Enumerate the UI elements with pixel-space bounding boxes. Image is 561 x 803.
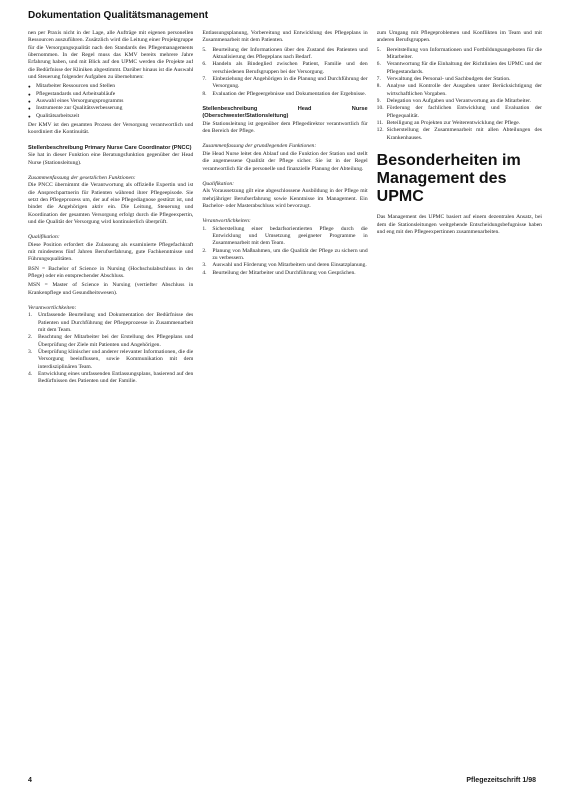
list-item: 1. Sicherstellung einer bedarfsorientierten Pflege durch die Entwicklung und Umsetzung geeigneter Programme in Zusammenarbeit mit dem Team. xyxy=(202,225,368,247)
list-item: ● Mitarbeiter Ressourcen und Stellen xyxy=(36,83,193,90)
section-heading: Besonderheiten im Management des UPMC xyxy=(376,152,521,206)
list-item: 3. Auswahl und Förderung von Mitarbeitern und deren Einsatzplanung. xyxy=(202,262,367,269)
paragraph: Als Voraussetzung gilt eine abgeschlossene Ausbildung in der Pflege mit mehrjähriger Berufserfahrung sowie Kenntnisse im Management. Ein Bachelor- oder Masterabschluss wird bevorzugt. xyxy=(202,188,368,209)
paragraph: zum Umgang mit Pflegeproblemen und Konflikten im Team und mit anderen Berufsgruppen. xyxy=(376,30,542,44)
list-item: ● Auswahl eines Versorgungsprogramms xyxy=(36,98,193,105)
subheading: Stellenbeschreibung Head Nurse (Oberschwester/Stationsleitung) xyxy=(202,106,368,120)
list-item: 12. Sicherstellung der Zusammenarbeit mit allen Abteilungen des Krankenhauses. xyxy=(376,127,542,141)
list-item: ● Pflegestandards und Arbeitsabläufe xyxy=(36,91,193,98)
journal-name: Pflegezeitschrift 1/98 xyxy=(466,777,536,784)
italic-heading: Qualifikation: xyxy=(28,234,60,241)
paragraph: Entlassungsplanung, Vorbereitung und Entwicklung des Pflegeplans in Zusammenarbeit mit dem Patienten. xyxy=(202,30,368,44)
list-item: ● Instrumente zur Qualitätsverbesserung xyxy=(36,105,193,112)
list-item: 5. Bereitstellung von Informationen und Fortbildungsangeboten für die Mitarbeiter. xyxy=(376,46,542,61)
numbered-list xyxy=(202,47,367,98)
list-item: 1. Umfassende Beurteilung und Dokumentation der Bedürfnisse des Patienten und Durchführung der Pflegeprozesse in Zusammenarbeit mit dem Team. xyxy=(28,312,194,334)
numbered-list xyxy=(377,47,542,142)
subheading: Stellenbeschreibung Primary Nurse Care Coordinator (PNCC) xyxy=(28,144,192,151)
column-3 xyxy=(377,30,542,765)
list-item: 4. Beurteilung der Mitarbeiter und Durchführung von Gesprächen. xyxy=(202,269,356,276)
list-item: 5. Beurteilung der Informationen über den Zustand des Patienten und Aktualisierung des Pflegeplans nach Bedarf. xyxy=(202,46,368,61)
list-item: ● Qualitätsarbeitszeit xyxy=(36,113,193,120)
list-item: 7. Verwaltung des Personal- und Sachbudgets der Station. xyxy=(376,76,511,83)
list-item: 2. Beachtung der Mitarbeiter bei der Erstellung des Pflegeplans und Überprüfung der Ziele mit Patienten und Angehörigen. xyxy=(28,334,194,348)
paragraph: Der KMV ist den gesamten Prozess der Versorgung verantwortlich und koordiniert die Kontinuität. xyxy=(28,122,194,136)
paragraph: Sie hat in dieser Funktion eine Beratungsfunktion gegenüber der Head Nurse (Stationsleitung). xyxy=(28,152,194,166)
list-item: 4. Entwicklung eines umfassenden Entlassungsplans, basierend auf den Bedürfnissen des Patienten und der Familie. xyxy=(28,371,194,385)
italic-heading: Qualifikation: xyxy=(202,180,235,187)
column-1 xyxy=(28,30,193,765)
list-item: 6. Handeln als Bindeglied zwischen Patient, Familie und den verschiedenen Berufsgruppen bei der Versorgung. xyxy=(202,61,368,75)
column-2 xyxy=(202,30,367,765)
list-item: 11. Beteiligung an Projekten zur Weiterentwicklung der Pflege. xyxy=(376,120,521,127)
header-title: Dokumentation Qualitätsmanagement xyxy=(28,10,209,21)
list-item: 7. Einbeziehung der Angehörigen in die Planung und Durchführung der Versorgung. xyxy=(202,76,368,90)
list-item: 8. Analyse und Kontrolle der Ausgaben unter Berücksichtigung der wirtschaftlichen Vorgaben. xyxy=(376,83,542,97)
page-header xyxy=(28,10,538,21)
numbered-list xyxy=(202,226,367,277)
list-item: 6. Verantwortung für die Einhaltung der Richtlinien des UPMC und der Pflegestandards. xyxy=(376,61,542,75)
paragraph: Diese Position erfordert die Zulassung als examinierte Pflegefachkraft mit mindestens fünf Jahren Berufserfahrung, gute Fachkenntnisse und Führungsqualitäten. xyxy=(28,241,194,263)
list-item: 10. Förderung der fachlichen Entwicklung und Evaluation der Pflegequalität. xyxy=(376,105,542,119)
italic-heading: Zusammenfassung der grundlegenden Funktionen: xyxy=(202,143,317,150)
page-number: 4 xyxy=(28,777,32,784)
list-item: 3. Überprüfung klinischer und anderer relevanter Informationen, die die Versorgung beeinflussen, sowie Kommunikation mit dem interdisziplinären Team. xyxy=(28,349,194,370)
list-item: 8. Evaluation der Pflegeergebnisse und Dokumentation der Ergebnisse. xyxy=(202,90,367,97)
bullet-list xyxy=(28,83,193,120)
page-footer xyxy=(28,777,542,791)
paragraph: Die Head Nurse leitet den Ablauf und die Funktion der Station und stellt die angemessene Qualität der Pflege sicher. Sie ist in der Regel verantwortlich für die personelle und finanzielle Planung der Abteilung. xyxy=(202,150,368,172)
article-columns xyxy=(28,30,542,765)
paragraph: Das Management des UPMC basiert auf einem dezentralen Ansatz, bei dem die Stationsleitungen weitgehende Entscheidungsbefugnisse haben und eng mit den Pflegeexpertinnen zusammenarbeiten. xyxy=(376,214,542,235)
paragraph: Die Stationsleitung ist gegenüber dem Pflegedirektor verantwortlich für den Bereich der Pflege. xyxy=(202,120,368,135)
italic-heading: Verantwortlichkeiten: xyxy=(28,305,77,311)
italic-heading: Verantwortlichkeiten: xyxy=(202,218,251,225)
paragraph: Die PNCC übernimmt die Verantwortung als offizielle Expertin und ist die Ansprechpartnerin für Patienten während ihrer Pflegeepisode. Sie setzt den Pflegeprozess um, der auf eine Pflegediagnose gestützt ist, und bindet die Angehörigen aktiv ein. Die Leitung, Steuerung und Koordination der gesamten Versorgung erfolgt durch die Pflegeexpertin, und die Qualität der Versorgung wird kontinuierlich überprüft. xyxy=(28,182,194,225)
paragraph: nen per Praxis nicht in der Lage, alle Aufträge mit eigenen personellen Ressourcen auszuführen. Zusätzlich wird die Leitung einer Projektgruppe für die Versorgungsqualität nach den Standards des Pflegemanagements übernommen. In der Regel muss das KMV bereits mehrere Jahre Erfahrung haben, und mit Blick auf den UPMC werden die Projekte auf die Bedürfnisse der Kliniken abgestimmt. Darüber hinaus ist die Auswahl und Steuerung folgender Aufgaben zu übernehmen: xyxy=(28,30,194,81)
list-item: 9. Delegation von Aufgaben und Verantwortung an die Mitarbeiter. xyxy=(376,98,532,105)
numbered-list xyxy=(28,312,193,385)
paragraph: BSN = Bachelor of Science in Nursing (Hochschulabschluss in der Pflege) oder ein entsprechender Abschluss. xyxy=(28,265,194,279)
paragraph: MSN = Master of Science in Nursing (vertiefter Abschluss in Krankenpflege und Gesundheitswesen). xyxy=(28,282,194,296)
list-item: 2. Planung von Maßnahmen, um die Qualität der Pflege zu sichern und zu verbessern. xyxy=(202,247,368,261)
italic-heading: Zusammenfassung der gesetzlichen Funktionen: xyxy=(28,174,136,181)
